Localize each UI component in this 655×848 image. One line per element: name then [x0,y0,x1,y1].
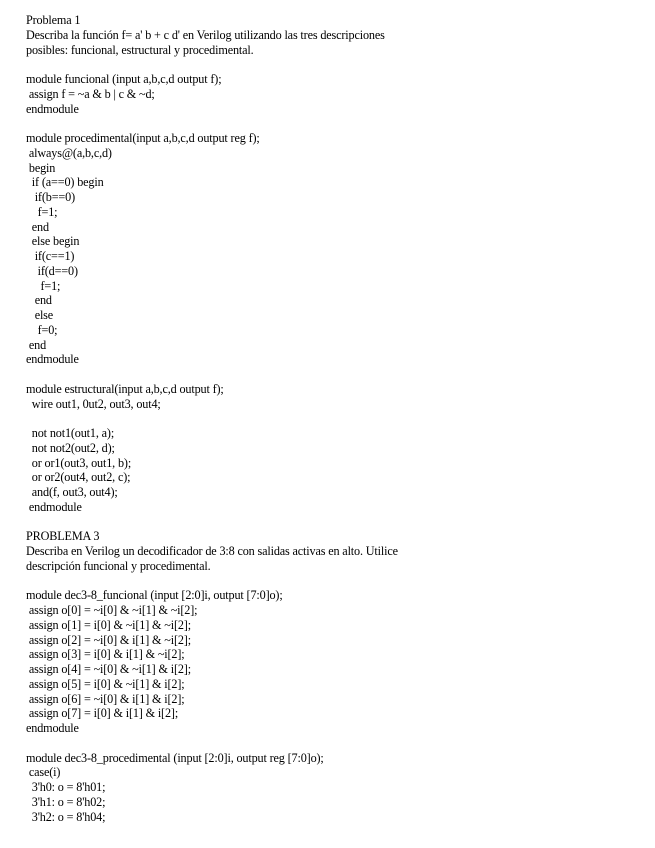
document-line [26,574,646,589]
document-line: assign o[4] = ~i[0] & ~i[1] & i[2]; [26,662,191,676]
document-line: assign o[0] = ~i[0] & ~i[1] & ~i[2]; [26,603,198,617]
document-line: if(d==0) [26,263,78,278]
document-line: not not2(out2, d); [26,440,115,455]
document-line: 3'h2: o = 8'h04; [26,809,106,824]
document-line: module estructural(input a,b,c,d output f); [26,381,224,396]
document-line: module procedimental(input a,b,c,d output reg f); [26,131,260,145]
document-line: assign o[6] = ~i[0] & i[1] & i[2]; [26,691,185,706]
document-line: descripción funcional y procedimental. [26,558,211,573]
document-line: endmodule [26,721,79,735]
document-line: end [26,219,49,234]
document-line: or or1(out3, out1, b); [26,455,132,470]
document-line: f=1; [26,278,61,293]
document-line: and(f, out3, out4); [26,485,118,499]
document-line: f=1; [26,204,58,219]
document-line: else begin [26,234,80,249]
document-line: begin [26,160,56,175]
document-line: assign o[2] = ~i[0] & i[1] & ~i[2]; [26,632,191,647]
document-line: module dec3-8_procedimental (input [2:0]i, output reg [7:0]o); [26,750,324,765]
document-line: endmodule [26,499,82,514]
document-line: 3'h0: o = 8'h01; [26,780,106,794]
document-line [26,736,646,751]
document-line: end [26,293,52,308]
document-line: endmodule [26,352,79,367]
document-line: f=0; [26,322,58,337]
document-line: assign o[5] = i[0] & ~i[1] & i[2]; [26,676,185,691]
document-line: 3'h1: o = 8'h02; [26,794,106,809]
document-line [26,411,646,426]
document-line: or or2(out4, out2, c); [26,470,131,485]
document-line: not not1(out1, a); [26,426,115,440]
document-line: else [26,308,54,322]
document-line: assign o[7] = i[0] & i[1] & i[2]; [26,706,179,721]
document-line: assign o[1] = i[0] & ~i[1] & ~i[2]; [26,617,191,632]
document-line: Problema 1 [26,13,81,27]
document-line: Describa la función f= a' b + c d' en Verilog utilizando las tres descripciones [26,27,385,42]
document-line: posibles: funcional, estructural y procedimental. [26,42,254,57]
document-line [26,116,646,131]
document-line [26,367,646,382]
document-line: end [26,337,47,352]
document-line: if (a==0) begin [26,175,104,190]
document-line: endmodule [26,101,79,116]
document-line: Describa en Verilog un decodificador de 3:8 con salidas activas en alto. Utilice [26,544,398,558]
document-line: module dec3-8_funcional (input [2:0]i, output [7:0]o); [26,588,283,603]
document-line: if(b==0) [26,190,75,204]
document-line: if(c==1) [26,249,75,263]
document-line: PROBLEMA 3 [26,529,100,544]
document-line: case(i) [26,765,61,780]
document-line: module funcional (input a,b,c,d output f); [26,72,222,86]
document-line [26,515,646,530]
document-line: assign o[3] = i[0] & i[1] & ~i[2]; [26,647,185,662]
document-line: wire out1, 0ut2, out3, out4; [26,396,161,411]
document-line: assign f = ~a & b | c & ~d; [26,86,155,101]
document-line [26,57,646,72]
document-line: always@(a,b,c,d) [26,145,112,160]
document-page [26,13,646,824]
